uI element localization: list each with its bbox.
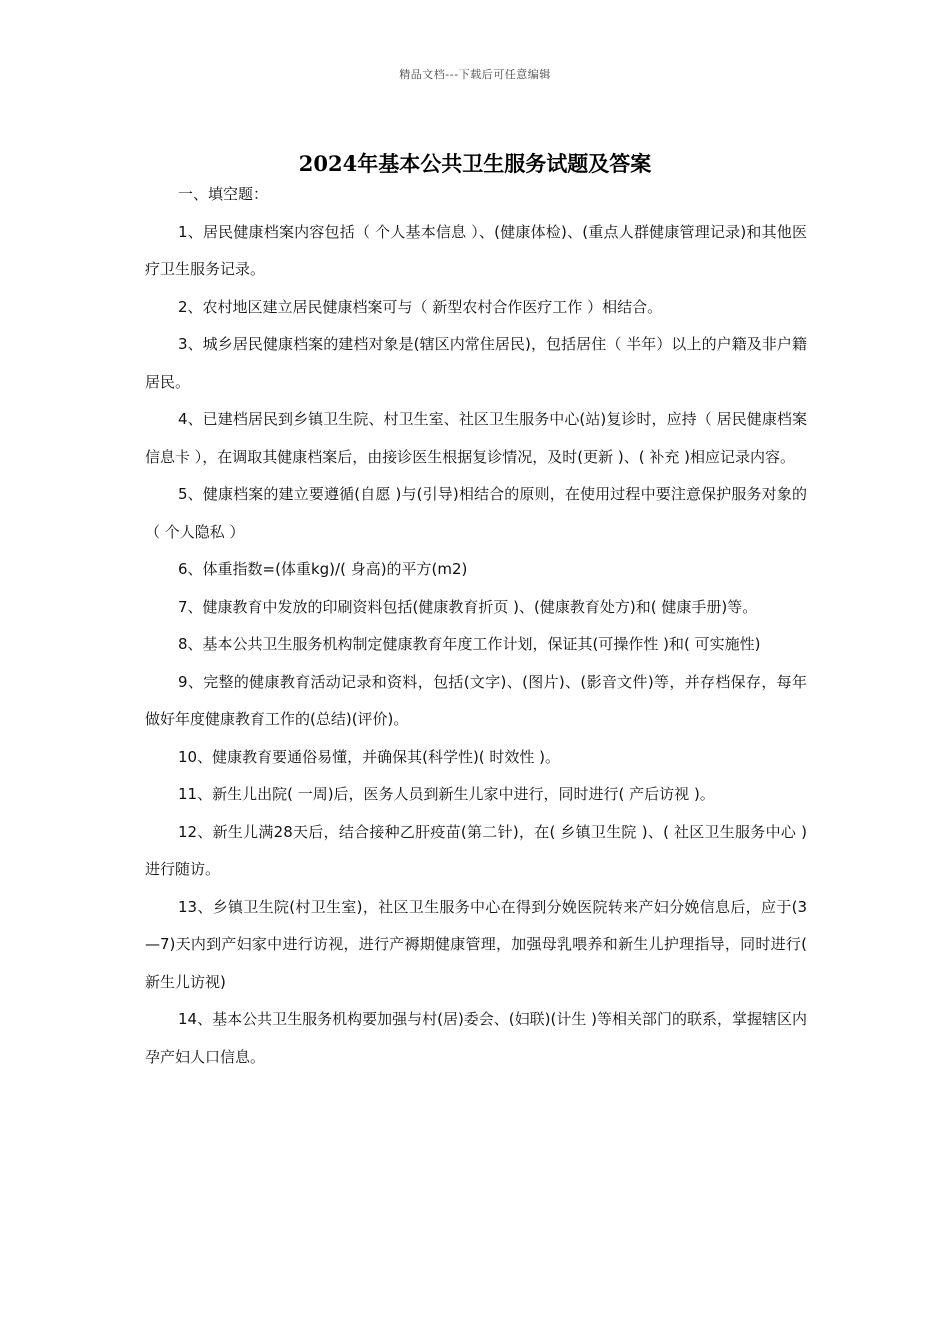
question-11: 11、新生儿出院( 一周)后，医务人员到新生儿家中进行，同时进行( 产后访视 )。 (178, 785, 715, 803)
question-13: 13、乡镇卫生院(村卫生室)，社区卫生服务中心在得到分娩医院转来产妇分娩信息后，应于(3—7)天内到产妇家中进行访视，进行产褥期健康管理，加强母乳喂养和新生儿护理指导，同时进行( 新生儿访视) (145, 897, 807, 991)
question-1: 1、居民健康档案内容包括（ 个人基本信息 ）、(健康体检)、(重点人群健康管理记录)和其他医疗卫生服务记录。 (145, 222, 807, 278)
question-7: 7、健康教育中发放的印刷资料包括(健康教育折页 )、(健康教育处方)和( 健康手册)等。 (178, 597, 758, 616)
question-14: 14、基本公共卫生服务机构要加强与村(居)委会、(妇联)(计生 )等相关部门的联系，掌握辖区内孕产妇人口信息。 (145, 1010, 807, 1066)
page-title: 2024年基本公共卫生服务试题及答案 (298, 151, 652, 176)
question-10: 10、健康教育要通俗易懂，并确保其(科学性)( 时效性 )。 (178, 747, 561, 766)
question-12: 12、新生儿满28天后，结合接种乙肝疫苗(第二针)，在( 乡镇卫生院 )、( 社区卫生服务中心 )进行随访。 (145, 822, 807, 878)
question-4: 4、已建档居民到乡镇卫生院、村卫生室、社区卫生服务中心(站)复诊时，应持（ 居民健康档案信息卡 ），在调取其健康档案后，由接诊医生根据复诊情况，及时(更新 )、( 补充 )相应记录内容。 (145, 410, 807, 466)
section-heading: 一、填空题： (178, 185, 269, 203)
question-6: 6、体重指数=(体重kg)/( 身高)的平方(m2) (178, 560, 468, 578)
question-8: 8、基本公共卫生服务机构制定健康教育年度工作计划，保证其(可操作性 )和( 可实施性) (178, 635, 761, 653)
question-3: 3、城乡居民健康档案的建档对象是(辖区内常住居民)，包括居住（ 半年）以上的户籍及非户籍居民。 (145, 335, 807, 391)
document-body (145, 176, 807, 1076)
question-2: 2、农村地区建立居民健康档案可与（ 新型农村合作医疗工作 ）相结合。 (178, 297, 663, 316)
page-header: 精品文档---下载后可任意编辑 (399, 68, 551, 81)
question-9: 9、完整的健康教育活动记录和资料，包括(文字)、(图片)、(影音文件)等，并存档保存，每年做好年度健康教育工作的(总结)(评价)。 (145, 672, 807, 728)
question-5: 5、健康档案的建立要遵循(自愿 )与(引导)相结合的原则，在使用过程中要注意保护服务对象的（ 个人隐私 ） (145, 485, 807, 541)
